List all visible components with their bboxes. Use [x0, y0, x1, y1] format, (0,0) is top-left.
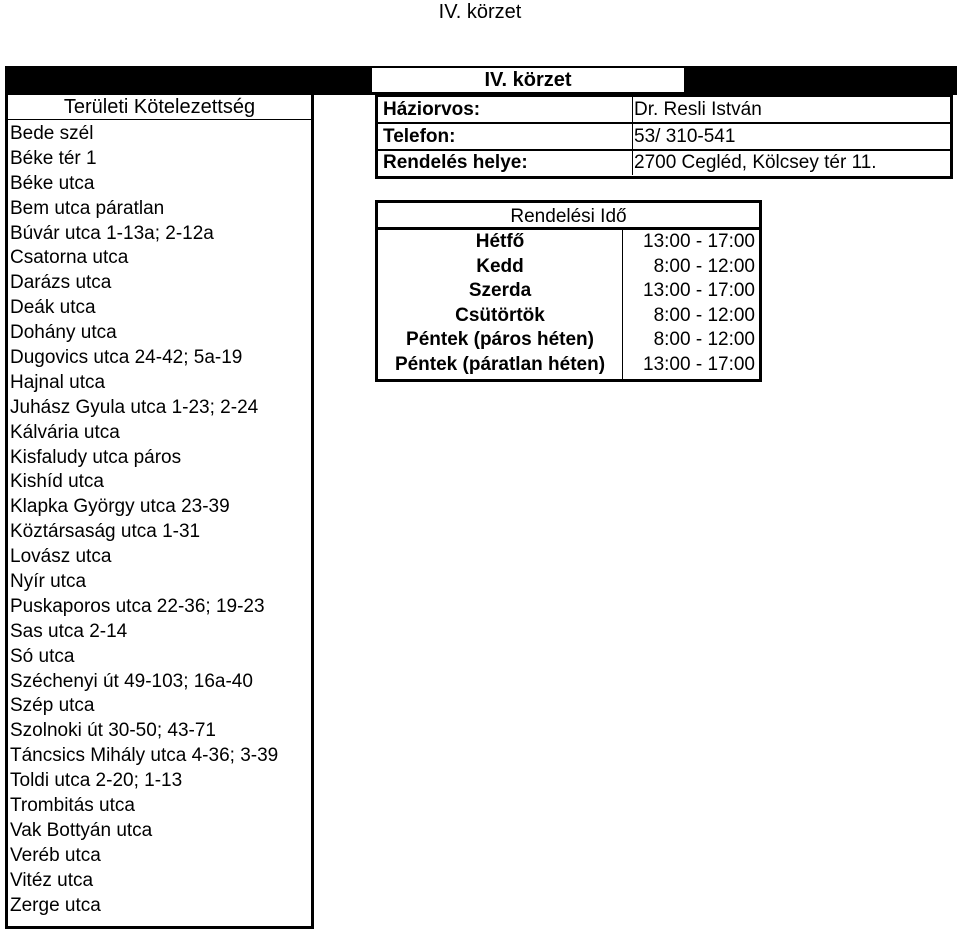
schedule-row: [378, 353, 759, 378]
schedule-row: [378, 230, 759, 255]
schedule-row: [378, 328, 759, 353]
schedule-day: Kedd: [476, 255, 524, 277]
schedule-row: [378, 255, 759, 280]
schedule-time: 13:00 - 17:00: [643, 280, 755, 302]
street-item: Juhász Gyula utca 1-23; 2-24: [10, 396, 259, 418]
page-header: IV. körzet: [438, 1, 522, 23]
doctor-value: Dr. Resli István: [634, 99, 762, 120]
street-item: Béke utca: [10, 172, 95, 194]
doctor-info-box: [375, 95, 953, 179]
doctor-label: Háziorvos:: [383, 99, 481, 120]
street-item: Dohány utca: [10, 322, 117, 344]
street-item: Bede szél: [10, 123, 94, 144]
street-item: Búvár utca 1-13a; 2-12a: [10, 222, 214, 244]
doctor-row: [378, 97, 952, 124]
street-item: Toldi utca 2-20; 1-13: [10, 770, 183, 792]
street-item: Táncsics Mihály utca 4-36; 3-39: [10, 745, 279, 767]
street-item: Zerge utca: [10, 894, 101, 916]
street-item: Köztársaság utca 1-31: [10, 521, 201, 543]
place-value: 2700 Cegléd, Kölcsey tér 11.: [634, 152, 877, 173]
street-item: Szolnoki út 30-50; 43-71: [10, 720, 216, 742]
street-item: Vitéz utca: [10, 869, 94, 891]
schedule-day: Hétfő: [475, 231, 525, 252]
street-item: Nyír utca: [10, 571, 87, 593]
street-item: Béke tér 1: [10, 147, 97, 169]
street-item: Sas utca 2-14: [10, 620, 128, 642]
street-item: Kálvária utca: [10, 421, 120, 443]
schedule-time: 13:00 - 17:00: [643, 231, 755, 252]
schedule-time: 8:00 - 12:00: [653, 304, 755, 326]
street-item: Hajnal utca: [10, 371, 106, 393]
street-item: Klapka György utca 23-39: [10, 496, 230, 518]
street-item: Széchenyi út 49-103; 16a-40: [10, 670, 253, 692]
schedule-time: 8:00 - 12:00: [653, 255, 755, 277]
schedule-row: [378, 304, 759, 329]
schedule-row: [378, 279, 759, 304]
phone-value: 53/ 310-541: [634, 126, 736, 147]
street-header: Területi Kötelezettség: [8, 95, 311, 119]
info-divider: [632, 97, 633, 175]
schedule-time: 8:00 - 12:00: [653, 329, 755, 351]
phone-row: [378, 124, 952, 151]
schedule-day: Szerda: [468, 280, 532, 302]
street-item: Csatorna utca: [10, 247, 129, 269]
schedule-day: Csütörtök: [455, 304, 545, 326]
street-item: Szép utca: [10, 695, 95, 717]
schedule-table: [375, 200, 762, 382]
schedule-time: 13:00 - 17:00: [643, 354, 755, 375]
place-row: [378, 150, 952, 175]
street-item: Kisfaludy utca páros: [10, 446, 182, 468]
schedule-header: Rendelési Idő: [378, 203, 759, 230]
place-label: Rendelés helye:: [383, 152, 528, 173]
schedule-day: Péntek (páros héten): [406, 329, 594, 351]
street-item: Kishíd utca: [10, 471, 104, 493]
street-item: Deák utca: [10, 297, 96, 319]
schedule-day: Péntek (páratlan héten): [394, 354, 606, 375]
street-item: Só utca: [10, 645, 75, 667]
street-item: Dugovics utca 24-42; 5a-19: [10, 347, 243, 369]
street-item: Trombitás utca: [10, 795, 135, 817]
district-title: IV. körzet: [484, 69, 572, 91]
street-item: Veréb utca: [10, 844, 101, 866]
street-item: Darázs utca: [10, 272, 112, 294]
street-item: Vak Bottyán utca: [10, 819, 153, 841]
street-item: Puskaporos utca 22-36; 19-23: [10, 595, 265, 617]
street-list: [10, 122, 278, 919]
street-item: Bem utca páratlan: [10, 197, 165, 219]
phone-label: Telefon:: [383, 126, 456, 147]
street-item: Lovász utca: [10, 546, 112, 568]
